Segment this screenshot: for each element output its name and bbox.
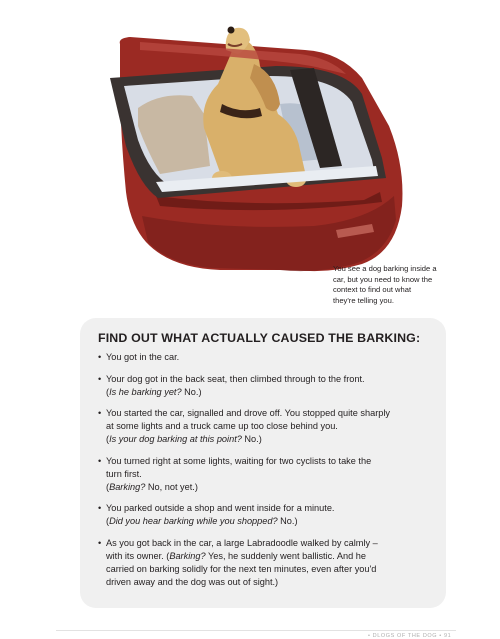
step-line xyxy=(106,550,428,563)
bullet-icon: • xyxy=(98,408,102,418)
step-text: Yes, he suddenly went ballistic. And he xyxy=(205,550,366,561)
step-text: You parked outside a shop and went inside for a minute. xyxy=(106,503,335,513)
caption-line: context to find out what xyxy=(333,285,412,295)
step-item xyxy=(98,537,428,589)
illustration-caption xyxy=(333,264,451,306)
caption-line: You see a dog barking inside a xyxy=(333,264,437,273)
step-text: ( xyxy=(106,516,110,526)
step-line xyxy=(106,420,428,433)
step-line xyxy=(106,563,428,576)
bullet-icon: • xyxy=(98,373,102,384)
step-text: ( xyxy=(106,434,110,444)
step-text: No.) xyxy=(277,516,298,526)
step-text: You turned right at some lights, waiting for two cyclists to take the xyxy=(106,455,372,466)
question-text: Is your dog barking at this point? xyxy=(109,434,242,444)
step-line xyxy=(106,515,428,528)
bullet-icon: • xyxy=(98,503,102,513)
step-text: No.) xyxy=(241,434,262,444)
panel-heading: FIND OUT WHAT ACTUALLY CAUSED THE BARKING: xyxy=(98,331,421,345)
step-line xyxy=(106,386,428,399)
step-line xyxy=(106,468,428,481)
footer-divider xyxy=(56,630,456,631)
step-line xyxy=(106,576,428,589)
step-text: with its owner. ( xyxy=(106,550,170,561)
step-text: As you got back in the car, a large Labradoodle walked by calmly – xyxy=(106,537,378,548)
bullet-icon: • xyxy=(98,352,102,362)
dog-barking-in-car-image xyxy=(100,20,420,282)
step-item xyxy=(98,407,428,446)
question-text: Barking? xyxy=(169,550,206,561)
step-text: No, not yet.) xyxy=(145,481,198,492)
question-text: Did you hear barking while you shopped? xyxy=(109,516,278,526)
caption-line: car, but you need to know the xyxy=(333,274,433,284)
bullet-icon: • xyxy=(98,537,102,548)
step-text: You started the car, signalled and drove off. You stopped quite sharply xyxy=(106,408,390,418)
step-line xyxy=(106,502,428,515)
step-line xyxy=(106,373,428,386)
step-text: at some lights and a truck came up too close behind you. xyxy=(106,421,338,431)
step-line xyxy=(106,455,428,468)
steps-list xyxy=(98,351,428,597)
step-line xyxy=(106,433,428,446)
question-text: Barking? xyxy=(109,481,146,492)
step-text: No.) xyxy=(181,386,202,397)
step-text: carried on barking solidly for the next ten minutes, even after you'd xyxy=(106,563,377,574)
step-item xyxy=(98,373,428,399)
dog-in-car-illustration xyxy=(100,20,420,282)
step-line xyxy=(106,537,428,550)
caption-line: they're telling you. xyxy=(333,295,394,305)
footer-running-text: • DLOGS OF THE DOG • 91 xyxy=(368,633,452,639)
step-line xyxy=(106,351,428,364)
step-line xyxy=(106,481,428,494)
step-text: You got in the car. xyxy=(106,352,180,362)
step-text: Your dog got in the back seat, then climbed through to the front. xyxy=(106,373,365,384)
step-item xyxy=(98,351,428,364)
step-text: turn first. xyxy=(106,468,142,479)
step-text: driven away and the dog was out of sight.) xyxy=(106,576,279,587)
step-item xyxy=(98,455,428,494)
bullet-icon: • xyxy=(98,455,102,466)
step-item xyxy=(98,502,428,528)
step-line xyxy=(106,407,428,420)
step-text: ( xyxy=(106,481,110,492)
question-text: Is he barking yet? xyxy=(109,386,182,397)
step-text: ( xyxy=(106,386,110,397)
